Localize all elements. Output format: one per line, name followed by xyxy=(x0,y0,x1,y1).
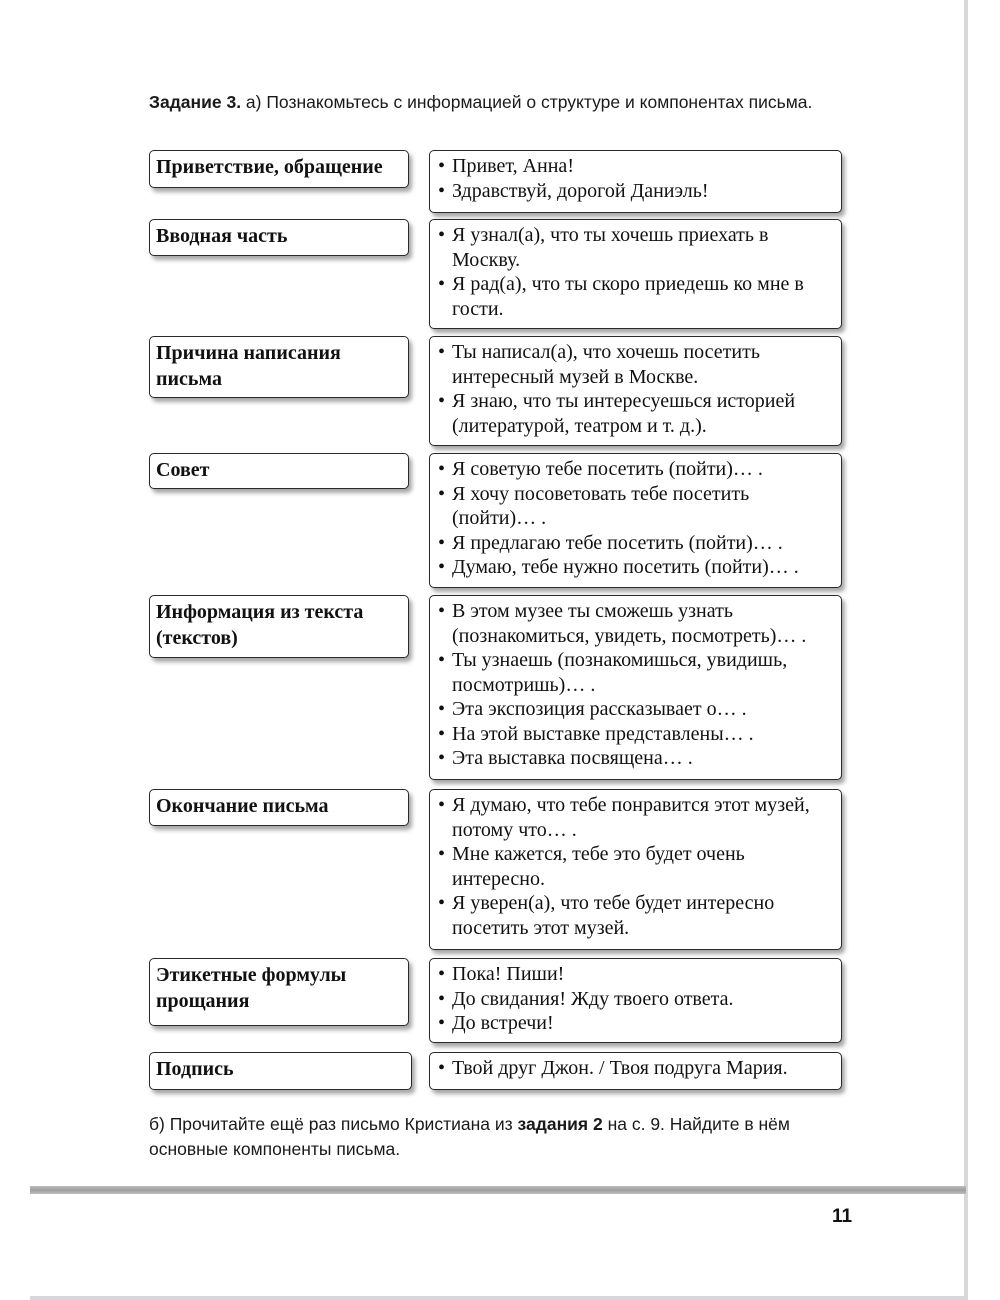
component-box xyxy=(149,958,409,1026)
example-item: • Думаю, тебе нужно посетить (пойти)… . xyxy=(438,555,835,580)
example-item: • Я думаю, что тебе понравится этот музей, потому что… . xyxy=(438,793,835,842)
page-bottom-edge xyxy=(30,1296,966,1300)
examples-box xyxy=(429,219,842,329)
examples-box xyxy=(429,336,842,446)
component-label: Причина написания письма xyxy=(156,342,341,390)
examples-box xyxy=(429,958,842,1043)
example-item: • До встречи! xyxy=(438,1011,835,1036)
component-box xyxy=(149,1052,412,1090)
task-part-b xyxy=(149,1112,869,1162)
footer-divider xyxy=(30,1186,966,1194)
example-item: • Я узнал(а), что ты хочешь приехать в Москву. xyxy=(438,223,835,272)
component-label: Подпись xyxy=(156,1058,234,1080)
component-box xyxy=(149,789,409,826)
part-b-text: б) Прочитайте ещё раз письмо Кристиана из xyxy=(149,1114,518,1134)
task-label: Задание 3. xyxy=(149,92,242,112)
example-item: • Твой друг Джон. / Твоя подруга Мария. xyxy=(438,1056,835,1081)
example-item: • Здравствуй, дорогой Даниэль! xyxy=(438,179,835,204)
example-item: • В этом музее ты сможешь узнать (познакомиться, увидеть, посмотреть)… . xyxy=(438,599,835,648)
example-item: • Мне кажется, тебе это будет очень интересно. xyxy=(438,842,835,891)
component-box xyxy=(149,336,409,398)
component-box xyxy=(149,150,409,188)
task-text: а) Познакомьтесь с информацией о структуре и компонентах письма. xyxy=(241,92,813,112)
example-item: • На этой выставке представлены… . xyxy=(438,722,835,747)
example-item: • Ты узнаешь (познакомишься, увидишь, посмотришь)… . xyxy=(438,648,835,697)
component-box xyxy=(149,453,409,489)
examples-box xyxy=(429,150,842,213)
component-label: Окончание письма xyxy=(156,795,329,817)
examples-box xyxy=(429,453,842,588)
page-number: 11 xyxy=(832,1206,853,1227)
component-box xyxy=(149,595,409,658)
example-item: • Я советую тебе посетить (пойти)… . xyxy=(438,457,835,482)
component-label: Вводная часть xyxy=(156,225,288,247)
task-heading xyxy=(149,90,849,114)
component-box xyxy=(149,219,409,256)
example-item: • Пока! Пиши! xyxy=(438,962,835,987)
example-item: • Я предлагаю тебе посетить (пойти)… . xyxy=(438,531,835,556)
example-item: • Я уверен(а), что тебе будет интересно посетить этот музей. xyxy=(438,891,835,940)
component-label: Приветствие, обращение xyxy=(156,156,383,178)
example-item: • Привет, Анна! xyxy=(438,154,835,179)
component-label: Информация из текста (текстов) xyxy=(156,601,364,649)
examples-box xyxy=(429,1052,842,1090)
example-item: • Я рад(а), что ты скоро приедешь ко мне в гости. xyxy=(438,272,835,321)
part-b-bold: задания 2 xyxy=(517,1114,603,1134)
component-label: Совет xyxy=(156,459,210,481)
example-item: • Эта выставка посвящена… . xyxy=(438,746,835,771)
examples-box xyxy=(429,789,842,950)
component-label: Этикетные формулы прощания xyxy=(156,964,347,1012)
part-b-text: на с. 9. Найдите в нём основные компоненты письма. xyxy=(149,1114,790,1159)
example-item: • Я знаю, что ты интересуешься историей (литературой, театром и т. д.). xyxy=(438,389,835,438)
example-item: • Эта экспозиция рассказывает о… . xyxy=(438,697,835,722)
example-item: • Ты написал(а), что хочешь посетить интересный музей в Москве. xyxy=(438,340,835,389)
examples-box xyxy=(429,595,842,780)
page-right-edge xyxy=(964,0,968,1300)
example-item: • Я хочу посоветовать тебе посетить (пойти)… . xyxy=(438,482,835,531)
example-item: • До свидания! Жду твоего ответа. xyxy=(438,987,835,1012)
